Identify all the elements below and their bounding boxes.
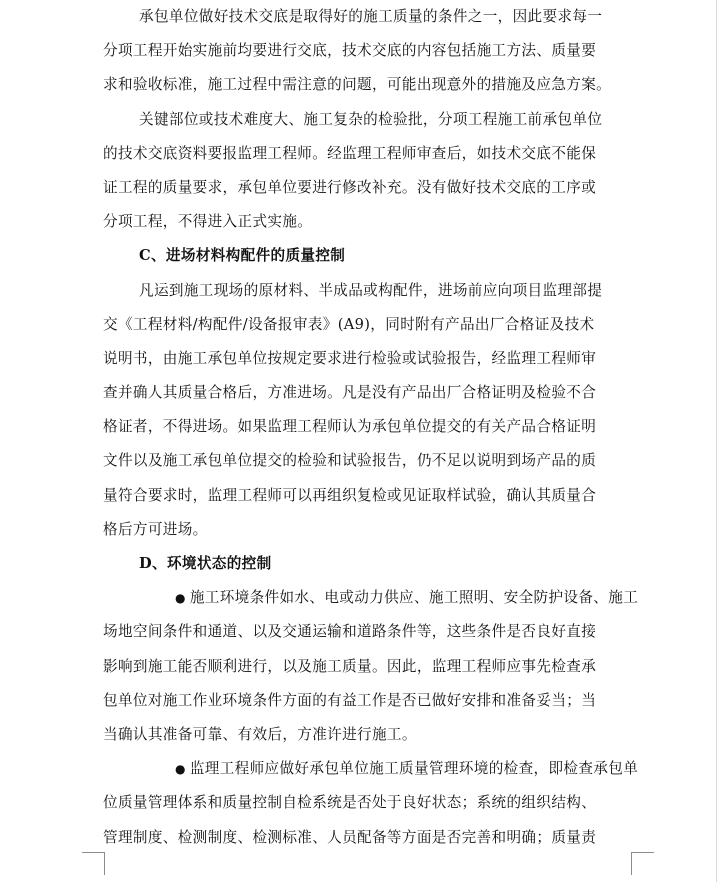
page-corner-mark-right [631, 852, 654, 875]
page-corner-mark-left [82, 852, 105, 875]
text-line: 说明书，由施工承包单位按规定要求进行检验或试验报告，经监理工程师审 [103, 349, 597, 367]
text-line: 量符合要求时，监理工程师可以再组织复检或见证取样试验，确认其质量合 [103, 486, 597, 504]
text-line: 格后方可进场。 [103, 520, 208, 538]
paragraph [103, 103, 625, 240]
text-line: 包单位对施工作业环境条件方面的有益工作是否已做好安排和准备妥当；当 [103, 691, 597, 709]
text-line: 施工环境条件如水、电或动力供应、施工照明、安全防护设备、施工 [189, 589, 639, 607]
bullet-marker: ● [175, 762, 186, 777]
bullet-marker: ● [175, 591, 186, 606]
section-heading: D、环境状态的控制 [139, 555, 272, 573]
text-line: 文件以及施工承包单位提交的检验和试验报告，仍不足以说明到场产品的质 [103, 452, 597, 470]
text-line: 证工程的质量要求，承包单位要进行修改补充。没有做好技术交底的工序或 [103, 178, 597, 196]
text-line: 监理工程师应做好承包单位施工质量管理环境的检查，即检查承包单 [189, 760, 639, 778]
text-line: 交《工程材料/构配件/设备报审表》(A9)，同时附有产品出厂合格证及技术 [103, 315, 595, 333]
text-line: 查并确人其质量合格后，方准进场。凡是没有产品出厂合格证明及检验不合 [103, 384, 597, 402]
text-line: 关键部位或技术难度大、施工复杂的检验批，分项工程施工前承包单位 [139, 110, 603, 128]
text-line: 场地空间条件和通道、以及交通运输和道路条件等，这些条件是否良好直接 [103, 623, 597, 641]
text-line: 格证者，不得进场。如果监理工程师认为承包单位提交的有关产品合格证明 [103, 418, 597, 436]
bullet-paragraph [103, 752, 639, 855]
text-line: 位质量管理体系和质量控制自检系统是否处于良好状态；系统的组织结构、 [103, 794, 597, 812]
text-line: 当确认其准备可靠、有效后，方准许进行施工。 [103, 725, 417, 743]
document-body [103, 0, 639, 855]
text-line: 的技术交底资料要报监理工程师。经监理工程师审查后，如技术交底不能保 [103, 144, 597, 162]
text-line: 求和验收标准，施工过程中需注意的问题，可能出现意外的措施及应急方案。 [103, 76, 612, 94]
text-line: 分项工程开始实施前均要进行交底，技术交底的内容包括施工方法、质量要 [103, 42, 597, 60]
text-line: 分项工程，不得进入正式实施。 [103, 213, 313, 231]
text-line: 管理制度、检测制度、检测标准、人员配备等方面是否完善和明确；质量责 [103, 828, 597, 846]
paragraph [103, 0, 625, 103]
paragraph [103, 274, 625, 548]
text-line: 影响到施工能否顺利进行，以及施工质量。因此，监理工程师应事先检查承 [103, 657, 597, 675]
section-heading: C、进场材料构配件的质量控制 [139, 247, 346, 265]
text-line: 凡运到施工现场的原材料、半成品或构配件，进场前应向项目监理部提 [139, 281, 603, 299]
text-line: 承包单位做好技术交底是取得好的施工质量的条件之一，因此要求每一 [139, 8, 603, 25]
bullet-paragraph [103, 581, 639, 752]
